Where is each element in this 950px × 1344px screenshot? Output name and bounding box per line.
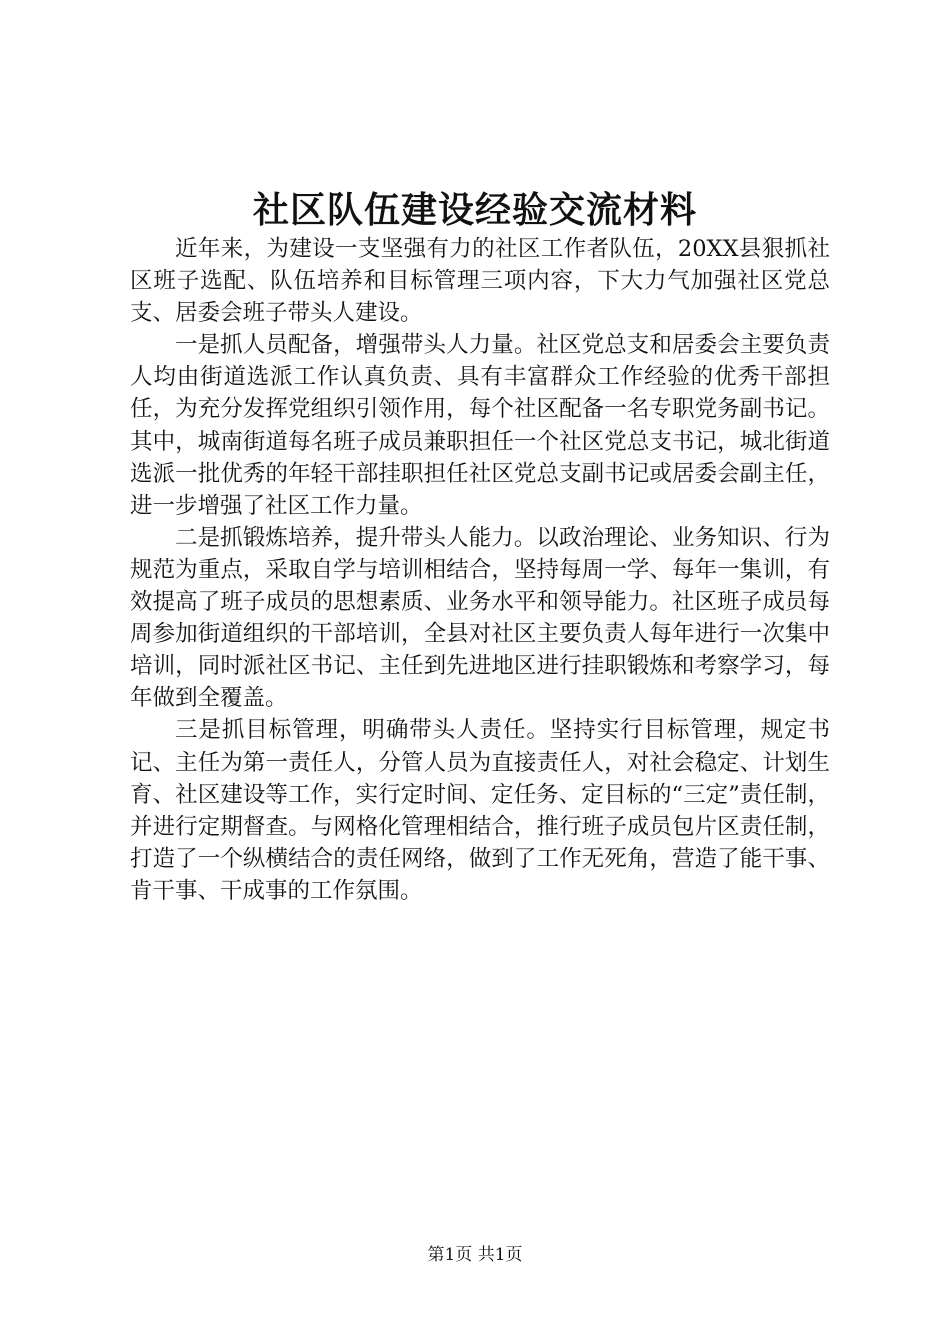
- paragraph-management: 三是抓目标管理，明确带头人责任。坚持实行目标管理，规定书记、主任为第一责任人，分管人员为直接责任人，对社会稳定、计划生育、社区建设等工作，实行定时间、定任务、定目标的“三定”责任制，并进行定期督查。与网格化管理相结合，推行班子成员包片区责任制，打造了一个纵横结合的责任网络，做到了工作无死角，营造了能干事、肯干事、干成事的工作氛围。: [130, 717, 830, 904]
- paragraph-staffing: 一是抓人员配备，增强带头人力量。社区党总支和居委会主要负责人均由街道选派工作认真负责、具有丰富群众工作经验的优秀干部担任，为充分发挥党组织引领作用，每个社区配备一名专职党务副书记。其中，城南街道每名班子成员兼职担任一个社区党总支书记，城北街道选派一批优秀的年轻干部挂职担任社区党总支副书记或居委会副主任，进一步增强了社区工作力量。: [130, 332, 830, 519]
- paragraph-training: 二是抓锻炼培养，提升带头人能力。以政治理论、业务知识、行为规范为重点，采取自学与培训相结合，坚持每周一学、每年一集训，有效提高了班子成员的思想素质、业务水平和领导能力。社区班子成员每周参加街道组织的干部培训，全县对社区主要负责人每年进行一次集中培训，同时派社区书记、主任到先进地区进行挂职锻炼和考察学习，每年做到全覆盖。: [130, 524, 830, 712]
- page-number-footer: 第1页 共1页: [427, 1245, 523, 1265]
- paragraph-intro: 近年来，为建设一支坚强有力的社区工作者队伍，20XX县狠抓社区班子选配、队伍培养和目标管理三项内容，下大力气加强社区党总支、居委会班子带头人建设。: [130, 236, 830, 327]
- document-title: 社区队伍建设经验交流材料: [252, 189, 697, 231]
- document-body: [130, 233, 830, 907]
